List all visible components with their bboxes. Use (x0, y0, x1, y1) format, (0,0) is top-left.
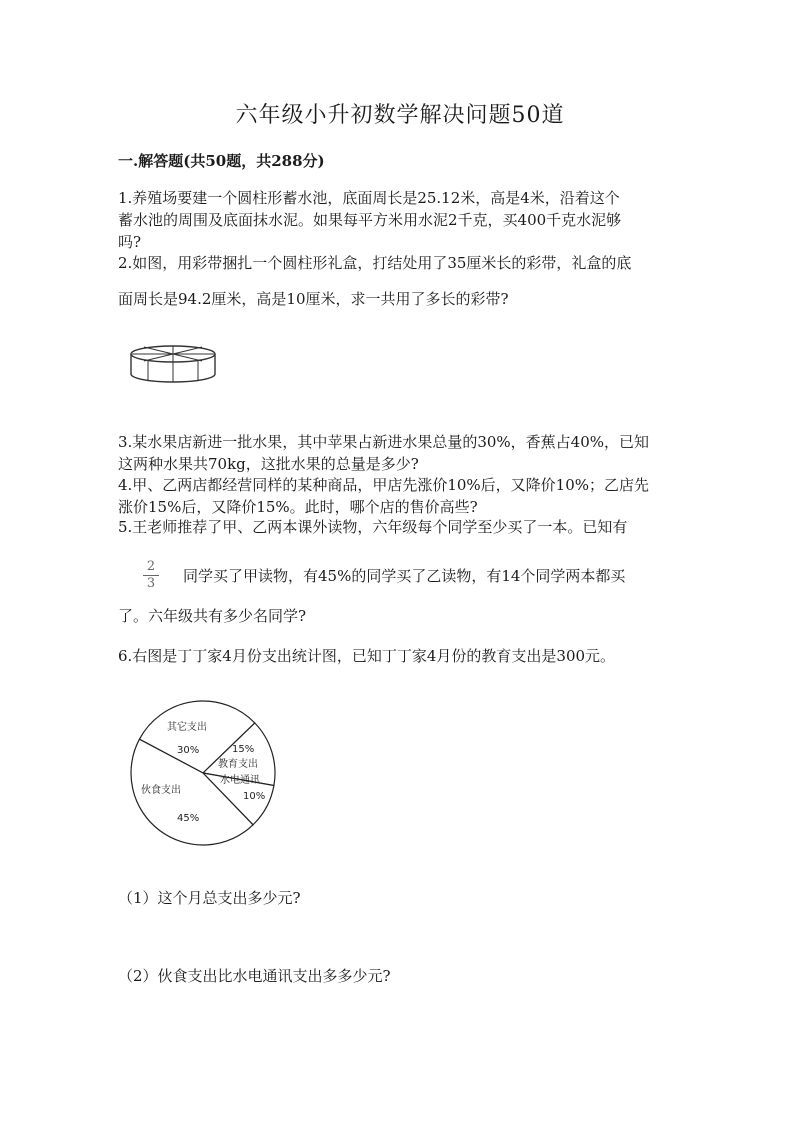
fraction-numerator: 2 (146, 559, 156, 574)
slice-value-education: 15% (232, 744, 255, 755)
section-heading: 一.解答题(共50题，共288分) (118, 152, 325, 170)
slice-value-other: 30% (177, 745, 200, 756)
slice-value-food: 45% (177, 813, 200, 824)
slice-label-utilities: 水电通讯 (220, 775, 260, 786)
fraction-denominator: 3 (146, 576, 156, 591)
question-1-line-3: 吗? (118, 233, 142, 251)
slice-label-education: 教育支出 (218, 759, 258, 770)
slice-label-other: 其它支出 (167, 722, 207, 733)
question-6-line-1: 6.右图是丁丁家4月份支出统计图，已知丁丁家4月份的教育支出是300元。 (118, 647, 616, 665)
question-3-line-1: 3.某水果店新进一批水果，其中苹果占新进水果总量的30%，香蕉占40%，已知 (118, 433, 649, 451)
question-5-line-2: 同学买了甲读物，有45%的同学买了乙读物，有14个同学两本都买 (183, 567, 626, 585)
cylinder-gift-box-figure (126, 340, 220, 388)
slice-value-utilities: 10% (243, 791, 266, 802)
question-1-line-2: 蓄水池的周围及底面抹水泥。如果每平方米用水泥2千克，买400千克水泥够 (118, 211, 622, 229)
question-6-sub-1: （1）这个月总支出多少元? (118, 889, 301, 907)
slice-label-food: 伙食支出 (141, 785, 181, 796)
question-6-sub-2: （2）伙食支出比水电通讯支出多多少元? (118, 967, 391, 985)
question-4-line-2: 涨价15%后，又降价15%。此时，哪个店的售价高些? (118, 498, 478, 516)
expense-pie-chart (125, 700, 285, 846)
question-1-line-1: 1.养殖场要建一个圆柱形蓄水池，底面周长是25.12米，高是4米，沿着这个 (118, 189, 620, 207)
question-2-line-1: 2.如图，用彩带捆扎一个圆柱形礼盒，打结处用了35厘米长的彩带，礼盒的底 (118, 254, 632, 272)
question-2-line-2: 面周长是94.2厘米，高是10厘米，求一共用了多长的彩带? (118, 290, 509, 308)
question-3-line-2: 这两种水果共70kg，这批水果的总量是多少? (118, 455, 419, 473)
page-title: 六年级小升初数学解决问题50道 (235, 103, 565, 128)
fraction-two-thirds (141, 560, 161, 591)
question-5-line-1: 5.王老师推荐了甲、乙两本课外读物，六年级每个同学至少买了一本。已知有 (118, 518, 628, 536)
question-4-line-1: 4.甲、乙两店都经营同样的某种商品，甲店先涨价10%后，又降价10%；乙店先 (118, 476, 649, 494)
question-5-line-3: 了。六年级共有多少名同学? (118, 607, 307, 625)
